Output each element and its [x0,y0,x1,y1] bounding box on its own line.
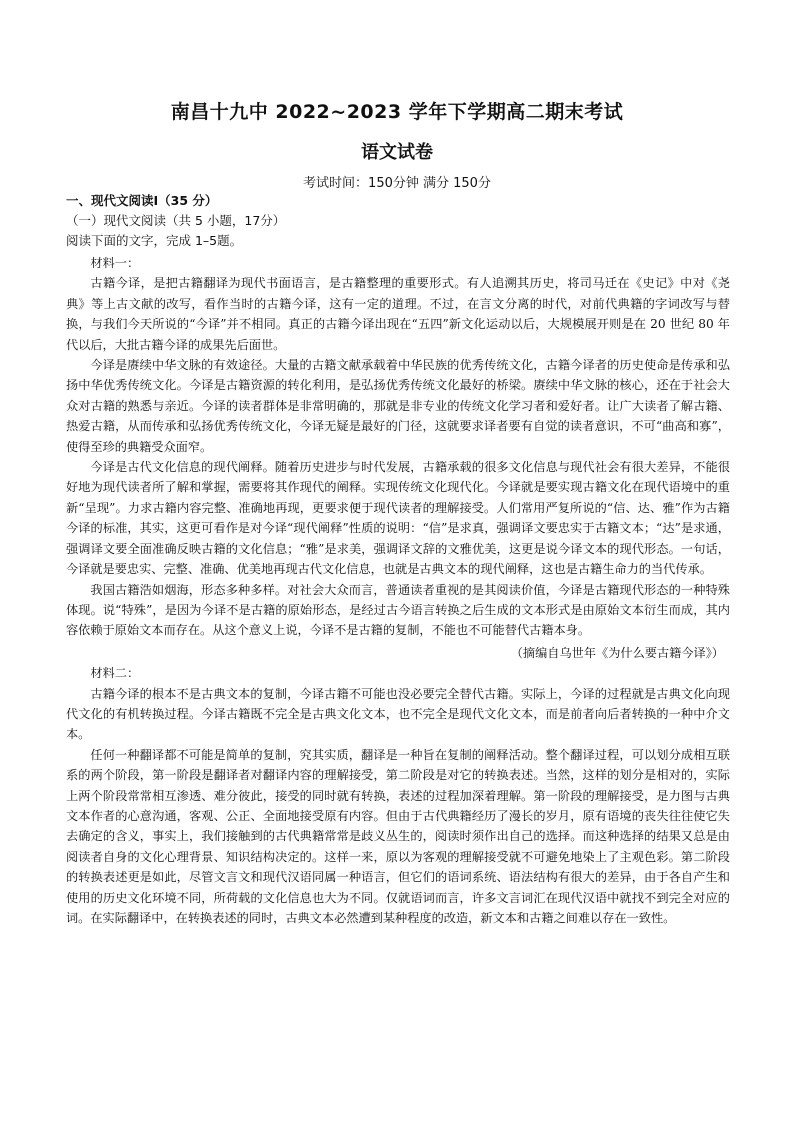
section-subheading: （一）现代文阅读（共 5 小题，17分） [66,213,286,228]
material-one-paragraph: 今译是古代文化信息的现代阐释。随着历史进步与时代发展，古籍承载的很多文化信息与现代社会有很大差异，不能很好地为现代读者所了解和掌握，需要将其作现代的阐释。实现传统文化现代化。今译就是要实现古籍文化在现代语境中的重新“呈现”。力求古籍内容完整、准确地再现，更要求便于现代读者的理解接受。人们常用严复所说的“信、达、雅”作为古籍今译的标准，其实，这更可看作是对今译“现代阐释”性质的说明：“信”是求真，强调译文要忠实于古籍文本；“达”是求通，强调译文要全面准确反映古籍的文化信息；“雅”是求美，强调译文辞的文雅优美，这更是说今译文本的现代形态。一句话，今译就是要忠实、完整、准确、优美地再现古代文化信息，也就是古典文本的现代阐释，这也是古籍生命力的当代传承。 [66,460,730,577]
exam-info: 考试时间：150分钟 满分 150分 [303,176,491,191]
material-two-paragraph: 古籍今译的根本不是古典文本的复制，今译古籍不可能也没必要完全替代古籍。实际上，今译的过程就是古典文化向现代文化的有机转换过程。今译古籍既不完全是古典文化文本，也不完全是现代文化文本，而是前者向后者转换的一种中介文本。 [66,686,730,742]
material-one-paragraph: 我国古籍浩如烟海，形态多种多样。对社会大众而言，普通读者重视的是其阅读价值，今译是古籍现代形态的一种特殊体现。说“特殊”，是因为今译不是古籍的原始形态，是经过古今语言转换之后生成的文本形式是由原始文本衍生而成，其内容依赖于原始文本而存在。从这个意义上说，今译不是古籍的复制，不能也不可能替代古籍本身。 [66,582,730,638]
material-one-source: （摘编自乌世年《为什么要古籍今译》） [510,645,724,660]
material-one-paragraph: 古籍今译，是把古籍翻译为现代书面语言，是古籍整理的重要形式。有人追溯其历史，将司马迁在《史记》中对《尧典》等上古文献的改写，看作当时的古籍今译，这有一定的道理。不过，在言文分离的时代，对前代典籍的字词改写与替换，与我们今天所说的“今译”并不相同。真正的古籍今译出现在“五四”新文化运动以后，大规模展开则是在 20 世纪 80 年代以后，大批古籍今译的成果先后面世。 [66,276,730,352]
exam-title: 南昌十九中 2022~2023 学年下学期高二期末考试 [170,101,624,123]
material-one-label: 材料一： [90,256,140,270]
section-headings [66,191,736,251]
exam-subject: 语文试卷 [361,142,433,163]
reading-passage [66,253,730,928]
material-one-paragraph: 今译是赓续中华文脉的有效途径。大量的古籍文献承载着中华民族的优秀传统文化，古籍今译者的历史使命是传承和弘扬中华优秀传统文化。今译是古籍资源的转化利用，是弘扬优秀传统文化最好的桥梁。赓续中华文脉的核心，还在于社会大众对古籍的熟悉与亲近。今译的读者群体是非常明确的，那就是非专业的传统文化学习者和爱好者。让广大读者了解古籍、热爱古籍，从而传承和弘扬优秀传统文化，今译无疑是最好的门径，这就要求译者要有自觉的读者意识，不可“曲高和寡”，使得至珍的典籍受众面窄。 [66,358,730,454]
section-heading: 一、现代文阅读Ⅰ（35 分） [66,193,218,208]
material-two-label: 材料二： [90,666,140,681]
material-two-paragraph: 任何一种翻译都不可能是简单的复制，究其实质，翻译是一种旨在复制的阐释活动。整个翻译过程，可以划分成相互联系的两个阶段，第一阶段是翻译者对翻译内容的理解接受，第二阶段是对它的转换表述。当然，这样的划分是相对的，实际上两个阶段常常相互渗透、难分彼此，接受的同时就有转换，表述的过程加深着理解。第一阶段的理解接受，是力图与古典文本作者的心意沟通，客观、公正、全面地接受原有内容。但由于古代典籍经历了漫长的岁月，原有语境的丧失往往使它失去确定的含义，事实上，我们接触到的古代典籍常常是歧义丛生的，阅读时须作出自己的选择。而这种选择的结果又总是由阅读者自身的文化心理背景、知识结构决定的。这样一来，原以为客观的理解接受就不可避免地染上了主观色彩。第二阶段的转换表述更是如此，尽管文言文和现代汉语同属一种语言，但它们的语词系统、语法结构有很大的差异，由于各自产生和使用的历史文化环境不同，所荷载的文化信息也大为不同。仅就语词而言，许多文言词汇在现代汉语中就找不到完全对应的词。在实际翻译中，在转换表述的同时，古典文本必然遭到某种程度的改造，新文本和古籍之间难以存在一致性。 [66,747,730,925]
reading-instruction: 阅读下面的文字，完成 1–5题。 [66,233,243,248]
